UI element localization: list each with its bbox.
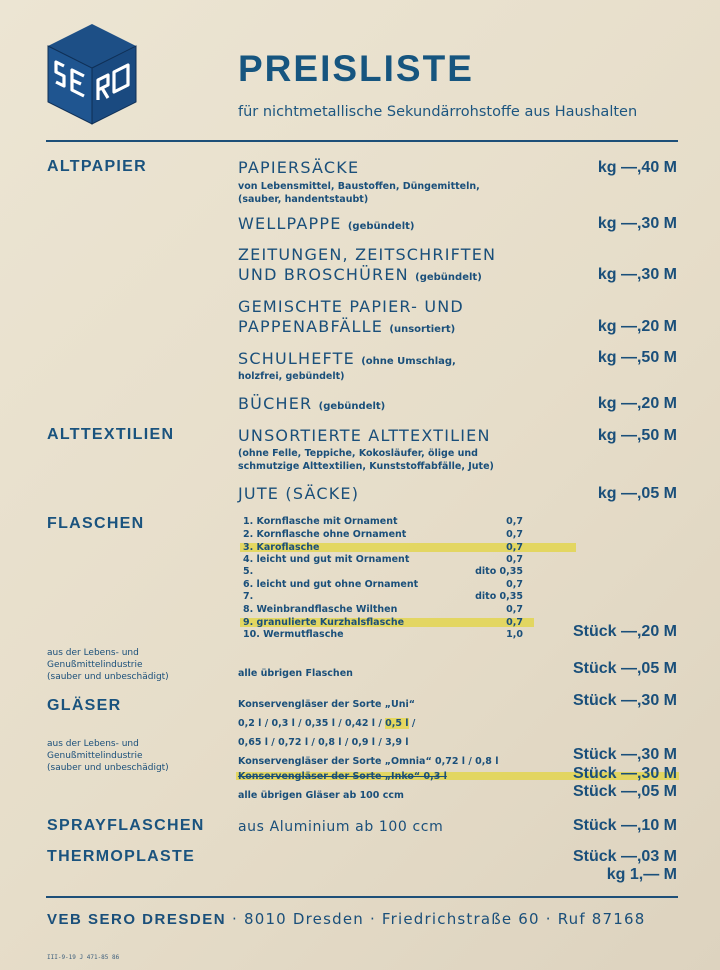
note-papiersaecke-1: von Lebensmittel, Baustoffen, Düngemitteln,	[238, 181, 480, 192]
bottle-volume: 0,7	[506, 542, 523, 553]
glaeser-uni: Konservengläser der Sorte „Uni“	[238, 699, 416, 710]
category-alttextilien: ALTTEXTILIEN	[47, 426, 175, 443]
bottle-volume: dito 0,35	[475, 591, 523, 602]
price-buecher: kg —,20 M	[597, 395, 677, 412]
item-jute: JUTE (SÄCKE)	[238, 484, 360, 503]
glaeser-note-line3: (sauber und unbeschädigt)	[47, 763, 169, 773]
item-buecher	[238, 394, 385, 417]
price-glaeser-uni: Stück —,30 M	[572, 692, 677, 709]
footer-phone: Ruf 87168	[557, 910, 646, 928]
note-papiersaecke-2: (sauber, handentstaubt)	[238, 194, 369, 205]
page-subtitle: für nichtmetallische Sekundärrohstoffe aus Haushalten	[238, 104, 638, 120]
bottle-name: 1. Kornflasche mit Ornament	[243, 516, 398, 527]
item-gemischte	[238, 297, 464, 340]
flaschen-note-line2: Genußmittelindustrie	[47, 660, 143, 670]
note-alttextilien-2: schmutzige Alttextilien, Kunststoffabfälle, Jute)	[238, 461, 494, 472]
bottle-row	[243, 617, 523, 629]
bottle-name: 3. Karoflasche	[243, 542, 320, 553]
glaeser-sizes-1c: /	[408, 718, 416, 729]
glaeser-sizes-2: 0,65 l / 0,72 l / 0,8 l / 0,9 l / 3,9 l	[238, 737, 409, 748]
price-thermo-stueck: Stück —,03 M	[572, 848, 677, 865]
item-buecher-name: BÜCHER	[238, 394, 313, 413]
bottle-row	[243, 554, 523, 566]
bottle-row	[243, 529, 523, 541]
footer-dot: ·	[545, 910, 558, 928]
bottle-row	[243, 516, 523, 528]
footer-street: Friedrichstraße 60	[381, 910, 540, 928]
price-thermo-kg: kg 1,— M	[606, 866, 677, 883]
bottle-row	[243, 604, 523, 616]
item-gemischte-line2: PAPPENABFÄLLE	[238, 317, 384, 336]
bottle-name: 9. granulierte Kurzhalsflasche	[243, 617, 405, 628]
bottle-volume: 1,0	[506, 629, 523, 640]
flaschen-note-line1: aus der Lebens- und	[47, 648, 139, 658]
price-wellpappe: kg —,30 M	[597, 215, 677, 232]
item-alttextilien: UNSORTIERTE ALTTEXTILIEN	[238, 426, 491, 445]
bottle-name: 8. Weinbrandflasche Wilthen	[243, 604, 398, 615]
price-gemischte: kg —,20 M	[597, 318, 677, 335]
bottle-row	[243, 542, 523, 554]
item-zeitungen	[238, 245, 496, 288]
bottle-volume: 0,7	[506, 617, 523, 628]
price-spray: Stück —,10 M	[572, 817, 677, 834]
bottle-volume: 0,7	[506, 554, 523, 565]
category-flaschen: FLASCHEN	[47, 515, 145, 532]
footer-zip: 8010 Dresden	[243, 910, 364, 928]
flaschen-note-line3: (sauber und unbeschädigt)	[47, 672, 169, 682]
bottle-name: 6. leicht und gut ohne Ornament	[243, 579, 419, 590]
footer-address	[47, 910, 646, 928]
glaeser-sizes-1b-highlighted: 0,5 l	[385, 718, 409, 729]
price-glaeser-inko: Stück —,30 M	[572, 765, 677, 782]
bottle-row	[243, 591, 523, 603]
item-schulhefte-tag: (ohne Umschlag,	[361, 356, 456, 367]
price-flaschen-others: Stück —,05 M	[572, 660, 677, 677]
flaschen-source-note	[47, 647, 169, 683]
category-altpapier: ALTPAPIER	[47, 158, 147, 175]
bottle-row	[243, 566, 523, 578]
bottle-volume: 0,7	[506, 579, 523, 590]
item-zeitungen-tag: (gebündelt)	[415, 272, 482, 283]
glaeser-source-note	[47, 738, 169, 774]
price-glaeser-omnia: Stück —,30 M	[572, 746, 677, 763]
footer-company: VEB SERO DRESDEN	[47, 911, 227, 928]
price-glaeser-others: Stück —,05 M	[572, 783, 677, 800]
item-wellpappe-name: WELLPAPPE	[238, 214, 342, 233]
glaeser-omnia: Konservengläser der Sorte „Omnia“ 0,72 l / 0,8 l	[238, 756, 499, 767]
price-schulhefte: kg —,50 M	[597, 349, 677, 366]
footer-dot: ·	[232, 910, 244, 928]
price-papiersaecke: kg —,40 M	[597, 159, 677, 176]
price-jute: kg —,05 M	[597, 485, 677, 502]
top-divider	[46, 140, 678, 142]
spray-desc: aus Aluminium ab 100 ccm	[238, 819, 444, 835]
item-schulhefte	[238, 349, 456, 372]
item-zeitungen-line1: ZEITUNGEN, ZEITSCHRIFTEN	[238, 245, 497, 264]
bottle-row	[243, 579, 523, 591]
glaeser-note-line2: Genußmittelindustrie	[47, 751, 143, 761]
footer-dot: ·	[369, 910, 382, 928]
category-glaeser: GLÄSER	[47, 697, 122, 714]
glaeser-sizes-1	[238, 718, 415, 729]
bottle-name: 5.	[243, 566, 254, 577]
bottle-name: 7.	[243, 591, 254, 602]
glaeser-inko: Konservengläser der Sorte „Inko“ 0,3 l	[238, 771, 447, 782]
glaeser-others: alle übrigen Gläser ab 100 ccm	[238, 790, 404, 801]
sero-logo	[46, 22, 138, 126]
page-title: PREISLISTE	[238, 48, 474, 89]
note-schulhefte: holzfrei, gebündelt)	[238, 371, 345, 382]
item-wellpappe	[238, 214, 414, 237]
bottle-name: 4. leicht und gut mit Ornament	[243, 554, 410, 565]
glaeser-note-line1: aus der Lebens- und	[47, 739, 139, 749]
bottle-volume: 0,7	[506, 604, 523, 615]
bottle-volume: 0,7	[506, 516, 523, 527]
item-schulhefte-name: SCHULHEFTE	[238, 349, 355, 368]
price-flaschen-listed: Stück —,20 M	[572, 623, 677, 640]
category-thermoplaste: THERMOPLASTE	[47, 848, 196, 865]
bottle-row	[243, 629, 523, 641]
item-buecher-tag: (gebündelt)	[318, 401, 386, 412]
glaeser-sizes-1a: 0,2 l / 0,3 l / 0,35 l / 0,42 l /	[238, 718, 386, 729]
price-alttextilien: kg —,50 M	[597, 427, 677, 444]
category-sprayflaschen: SPRAYFLASCHEN	[47, 817, 205, 834]
note-alttextilien-1: (ohne Felle, Teppiche, Kokosläufer, ölige und	[238, 448, 478, 459]
item-zeitungen-line2: UND BROSCHÜREN	[238, 265, 409, 284]
bottle-volume: 0,7	[506, 529, 523, 540]
item-gemischte-tag: (unsortiert)	[389, 324, 456, 335]
price-zeitungen: kg —,30 M	[597, 266, 677, 283]
bottle-name: 2. Kornflasche ohne Ornament	[243, 529, 407, 540]
item-gemischte-line1: GEMISCHTE PAPIER- UND	[238, 297, 464, 316]
print-code: III-9-19 J 471-85 86	[47, 954, 120, 961]
bottle-name: 10. Wermutflasche	[243, 629, 344, 640]
bottom-divider	[46, 896, 678, 898]
bottle-volume: dito 0,35	[475, 566, 523, 577]
item-wellpappe-tag: (gebündelt)	[347, 221, 415, 232]
flaschen-others: alle übrigen Flaschen	[238, 668, 353, 679]
item-papiersaecke: PAPIERSÄCKE	[238, 158, 360, 177]
